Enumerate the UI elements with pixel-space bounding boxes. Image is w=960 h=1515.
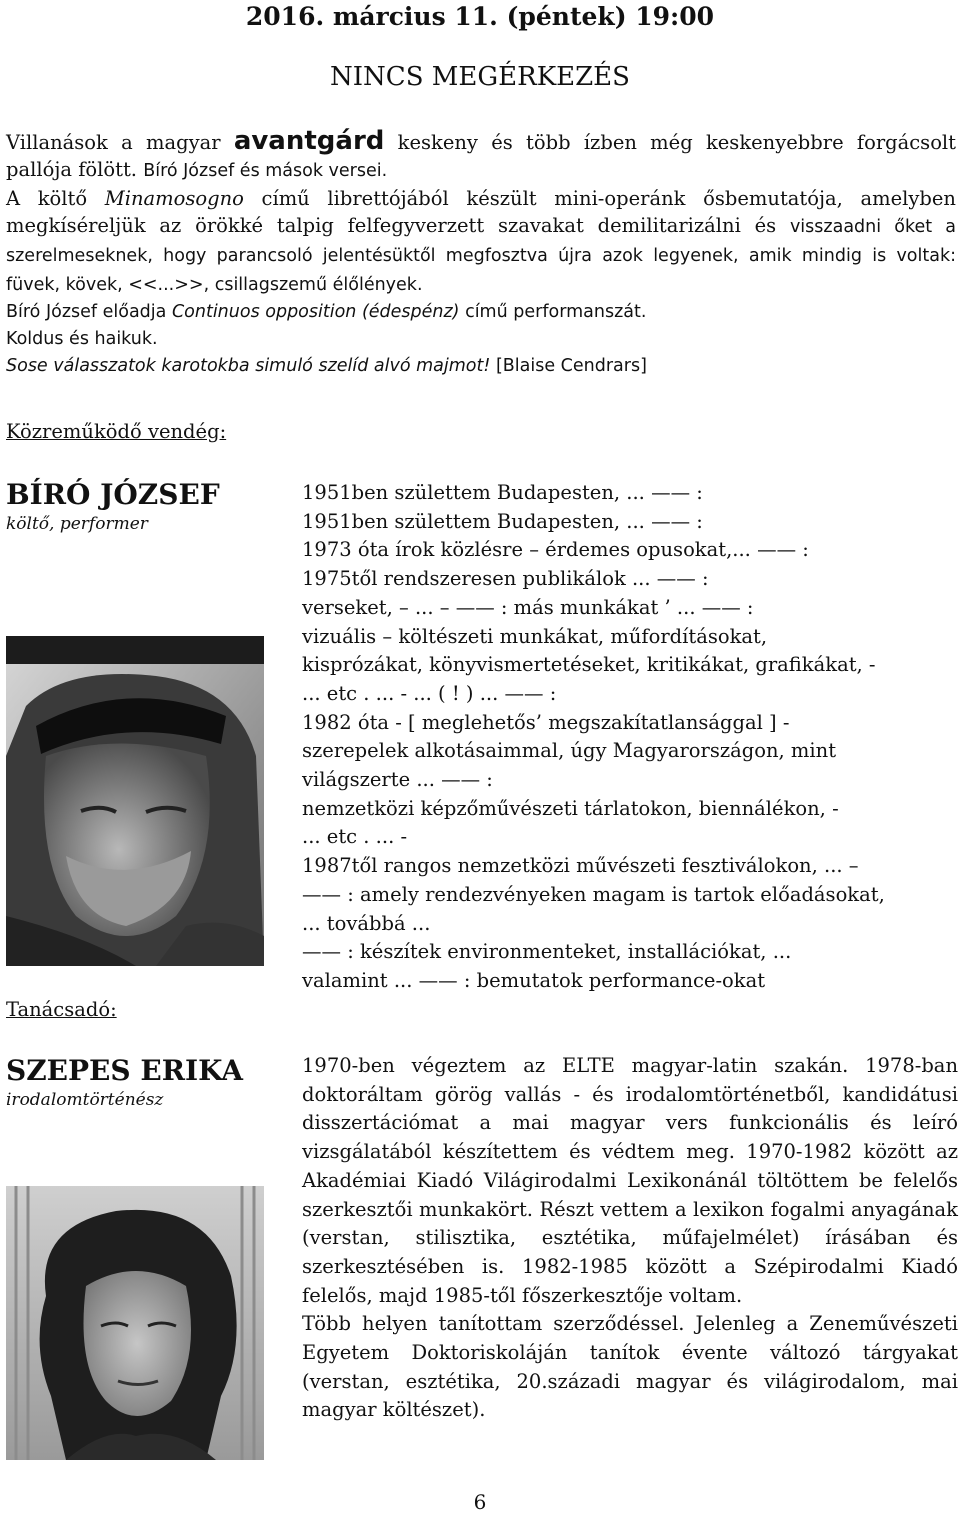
intro-text: Bíró József előadja — [6, 302, 172, 322]
bio-line: 1973 óta írok közlésre – érdemes opusokat,... —— : — [302, 538, 809, 562]
intro-emphasis: avantgárd — [233, 126, 385, 156]
bio-line: ... etc . ... - — [302, 825, 408, 849]
intro-text: című librettójából készült mini-operánk ősbemutatója, amelyben megkíséreljük az örökké talpig felfegyverzett szavakat demilitarizálni és — [6, 187, 956, 237]
bio-line: valamint ... —— : bemutatok performance-okat — [302, 968, 766, 992]
advisor-photo — [6, 1186, 264, 1460]
bio-line: 1982 óta - [ meglehetős’ megszakítatlansággal ] - — [302, 710, 790, 734]
advisor-bio-paragraph-1: 1970-ben végeztem az ELTE magyar-latin szakán. 1978-ban doktoráltam görög vallás - és irodalomtörténetből, kandidátusi disszertációmat a mai magyar vers funkcionális és leíró vizsgálatából készítettem és védtem meg. 1970-1982 között az Akadémiai Kiadó Világirodalmi Lexikonánál töltöttem be felelős szerkesztői munkakört. Részt vettem a lexikon fogalmi anyagának (verstan, stilisztika, esztétika, műfajelmélet) írásában és szerkesztésében is. 1982-1985 között a Szépirodalmi Kiadó felelős, majd 1985-től főszerkesztője voltam. — [302, 1054, 958, 1307]
portrait-image — [6, 636, 264, 966]
bio-line: világszerte ... —— : — [302, 768, 493, 792]
page-number: 6 — [473, 1490, 487, 1514]
intro-paragraph-2 — [6, 185, 956, 299]
bio-line: szerepelek alkotásaimmal, úgy Magyarországon, mint — [302, 739, 837, 763]
quote-author: [Blaise Cendrars] — [490, 356, 647, 376]
intro-text: Bíró József és mások versei. — [143, 161, 388, 181]
bio-line: nemzetközi képzőművészeti tárlatokon, biennálékon, - — [302, 796, 839, 820]
guest-role: költő, performer — [6, 514, 148, 534]
intro-text: című performanszát. — [459, 302, 647, 322]
advisor-role: irodalomtörténész — [6, 1090, 164, 1110]
portrait-image — [6, 1186, 264, 1460]
intro-text: keskeny és több ízben még keskenyebbre forgácsolt pallója fölött. — [6, 131, 957, 181]
guest-label: Közreműködő vendég: — [6, 420, 227, 443]
advisor-name: SZEPES ERIKA — [6, 1054, 244, 1087]
bio-line: kisprózákat, könyvismertetéseket, kritikákat, grafikákat, - — [302, 653, 876, 677]
guest-name: BÍRÓ JÓZSEF — [6, 478, 220, 511]
intro-paragraph-1 — [6, 128, 956, 185]
advisor-label: Tanácsadó: — [6, 998, 117, 1021]
bio-line: —— : készítek environmenteket, installációkat, ... — [302, 940, 792, 964]
advisor-bio — [302, 1052, 958, 1425]
bio-line: ... etc . ... - ... ( ! ) ... —— : — [302, 681, 557, 705]
advisor-bio-paragraph-2: Több helyen tanítottam szerződéssel. Jelenleg a Zeneművészeti Egyetem Doktoriskoláján tanítok évente változó tárgyakat (verstan, esztétika, 20.századi magyar és világirodalom, mai magyar költészet). — [302, 1312, 958, 1422]
bio-line: 1975től rendszeresen publikálok ... —— : — [302, 567, 709, 591]
bio-line: verseket, – ... – —— : más munkákat ’ ... —— : — [302, 595, 754, 619]
event-date: 2016. március 11. (péntek) 19:00 — [245, 2, 715, 31]
intro-text: visszaadni őket a szerelmeseknek, hogy parancsoló jelentésüktől megfosztva újra azok legyenek, amik mindig is voltak: füvek, kövek, <<...>>, csillagszemű élőlények. — [6, 217, 956, 295]
event-title: NINCS MEGÉRKEZÉS — [330, 62, 630, 92]
libretto-title: Minamosogno — [104, 187, 244, 210]
bio-line: 1951ben születtem Budapesten, ... —— : — [302, 481, 703, 504]
intro-paragraph-5 — [6, 353, 956, 380]
quote: Sose válasszatok karotokba simuló szelíd alvó majmot! — [6, 356, 491, 376]
intro-text: Villanások a magyar — [6, 131, 234, 154]
guest-photo — [6, 636, 264, 966]
bio-line: vizuális – költészeti munkákat, műfordításokat, — [302, 624, 768, 648]
bio-line: —— : amely rendezvényeken magam is tartok előadásokat, — [302, 882, 885, 906]
guest-bio — [302, 479, 958, 996]
bio-line: 1951ben születtem Budapesten, ... —— : — [302, 509, 703, 533]
bio-line: ... továbbá ... — [302, 911, 431, 935]
bio-line: 1987től rangos nemzetközi művészeti fesztiválokon, ... – — [302, 854, 859, 878]
event-description — [6, 128, 956, 380]
performance-title: Continuos opposition (édespénz) — [171, 302, 460, 322]
intro-text: A költő — [6, 187, 105, 210]
intro-paragraph-4: Koldus és haikuk. — [6, 329, 158, 349]
intro-paragraph-3 — [6, 299, 956, 326]
